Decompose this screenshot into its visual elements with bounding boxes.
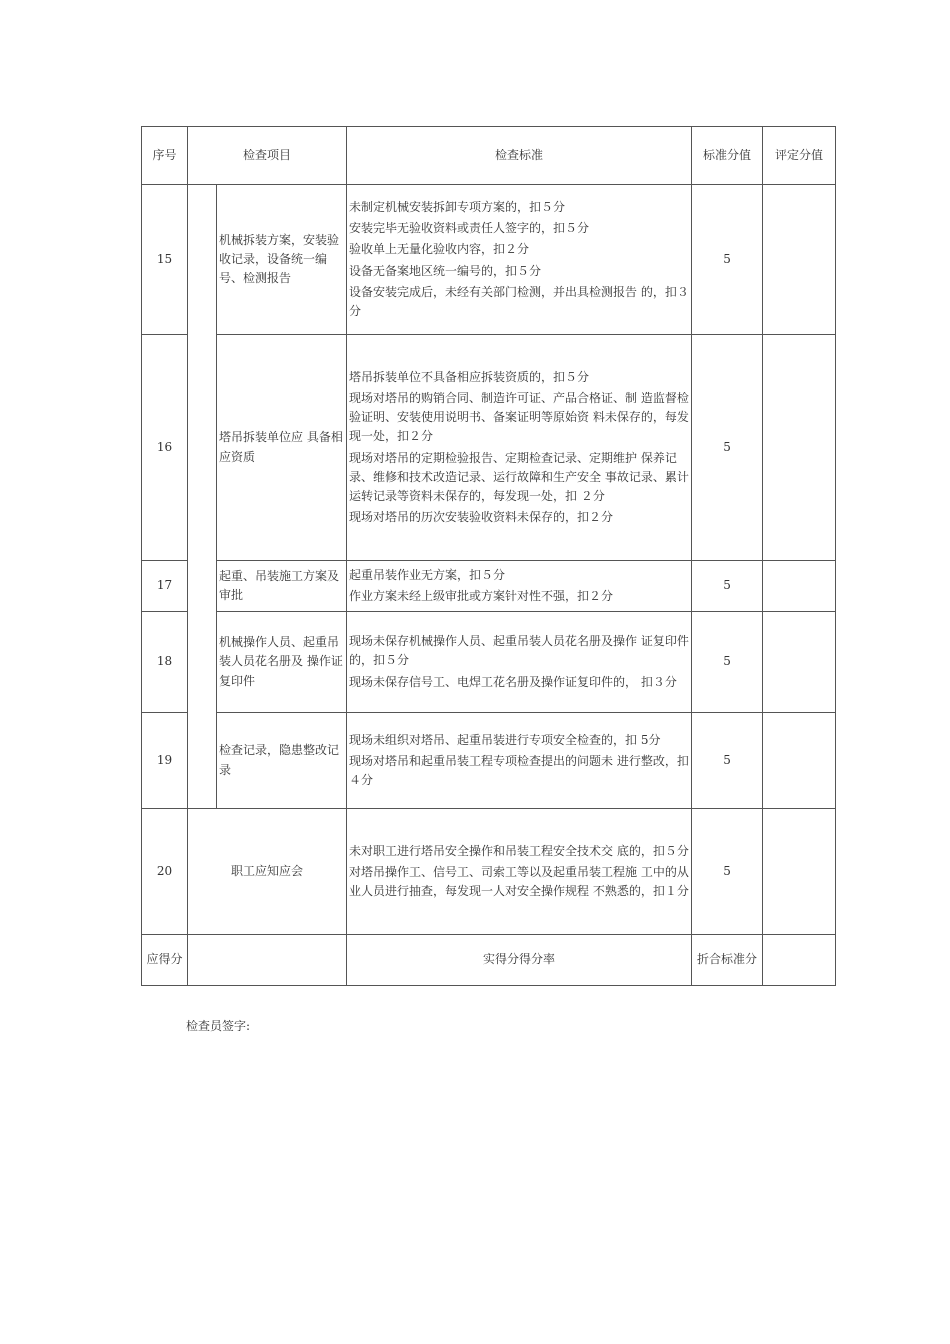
row-item: 职工应知应会 <box>188 809 347 935</box>
criterion: 设备无备案地区统一编号的，扣５分 <box>349 263 542 278</box>
row-eval-score[interactable] <box>763 612 836 713</box>
header-standard: 检查标准 <box>347 127 692 185</box>
row-item: 塔吊拆装单位应 具备相应资质 <box>217 335 347 561</box>
criterion: 起重吊装作业无方案，扣５分 <box>349 567 506 582</box>
row-seq: 20 <box>142 809 188 935</box>
criterion: 作业方案未经上级审批或方案针对性不强，扣２分 <box>349 589 614 603</box>
header-row <box>142 127 836 185</box>
row-criteria <box>347 335 692 561</box>
row-std-score: 5 <box>692 185 763 335</box>
summary-row <box>142 935 836 986</box>
table-row <box>142 713 836 809</box>
header-std-score: 标准分值 <box>692 127 763 185</box>
criterion: 现场未保存机械操作人员、起重吊装人员花名册及操作 证复印件的，扣５分 <box>349 634 689 668</box>
row-seq: 15 <box>142 185 188 335</box>
row-std-score: 5 <box>692 335 763 561</box>
criterion: 现场对塔吊的购销合同、制造许可证、产品合格证、制 造监督检验证明、安装使用说明书、备案证明等原始资 料未保存的，每发现一处，扣２分 <box>349 390 689 444</box>
table-row <box>142 612 836 713</box>
row-seq: 19 <box>142 713 188 809</box>
row-item: 机械拆装方案，安装验收记录，设备统一编号、检测报告 <box>217 185 347 335</box>
criterion: 现场对塔吊和起重吊装工程专项检查提出的问题未 进行整改，扣４分 <box>349 753 689 788</box>
row-eval-score[interactable] <box>763 713 836 809</box>
inspector-signature: 检查员签字: <box>186 1019 251 1033</box>
table-row <box>142 809 836 935</box>
criterion: 现场对塔吊的历次安装验收资料未保存的，扣２分 <box>349 510 614 525</box>
converted-score-label: 折合标准分 <box>692 935 763 986</box>
row-criteria <box>347 809 692 935</box>
should-score-label: 应得分 <box>142 935 188 986</box>
header-seq: 序号 <box>142 127 188 185</box>
inspection-table <box>141 126 836 986</box>
row-eval-score[interactable] <box>763 561 836 612</box>
row-item: 起重、吊装施工方案及审批 <box>217 561 347 612</box>
row-criteria <box>347 561 692 612</box>
row-criteria <box>347 612 692 713</box>
actual-score-label: 实得分得分率 <box>347 935 692 986</box>
row-std-score: 5 <box>692 612 763 713</box>
criterion: 塔吊拆装单位不具备相应拆装资质的，扣５分 <box>349 369 590 384</box>
row-criteria <box>347 713 692 809</box>
criterion: 现场未组织对塔吊、起重吊装进行专项安全检查的，扣 5分 <box>349 732 661 747</box>
item-group-spacer <box>188 185 217 809</box>
row-item: 检查记录，隐患整改记录 <box>217 713 347 809</box>
criterion: 安装完毕无验收资料或责任人签字的，扣５分 <box>349 221 590 236</box>
criterion: 未对职工进行塔吊安全操作和吊装工程安全技术交 底的，扣５分 <box>349 843 689 858</box>
row-item: 机械操作人员、起重吊装人员花名册及 操作证复印件 <box>217 612 347 713</box>
row-eval-score[interactable] <box>763 185 836 335</box>
criterion: 设备安装完成后，未经有关部门检测，并出具检测报告 的，扣３分 <box>349 284 689 318</box>
row-seq: 17 <box>142 561 188 612</box>
table-row <box>142 185 836 335</box>
header-item: 检查项目 <box>188 127 347 185</box>
table-row <box>142 561 836 612</box>
row-eval-score[interactable] <box>763 335 836 561</box>
criterion: 未制定机械安装拆卸专项方案的，扣５分 <box>349 199 566 214</box>
criterion: 对塔吊操作工、信号工、司索工等以及起重吊装工程施 工中的从业人员进行抽查，每发现一人对安全操作规程 不熟悉的，扣１分 <box>349 864 689 899</box>
header-eval-score: 评定分值 <box>763 127 836 185</box>
row-seq: 16 <box>142 335 188 561</box>
converted-score-value[interactable] <box>763 935 836 986</box>
criterion: 验收单上无量化验收内容，扣２分 <box>349 242 530 257</box>
row-seq: 18 <box>142 612 188 713</box>
row-criteria <box>347 185 692 335</box>
criterion: 现场未保存信号工、电焊工花名册及操作证复印件的， 扣３分 <box>349 674 677 689</box>
row-std-score: 5 <box>692 809 763 935</box>
row-std-score: 5 <box>692 713 763 809</box>
table-row <box>142 335 836 561</box>
should-score-value[interactable] <box>188 935 347 986</box>
criterion: 现场对塔吊的定期检验报告、定期检查记录、定期维护 保养记录、维修和技术改造记录、运行故障和生产安全 事故记录、累计运转记录等资料未保存的，每发现一处，扣 ２分 <box>349 450 689 503</box>
row-std-score: 5 <box>692 561 763 612</box>
row-eval-score[interactable] <box>763 809 836 935</box>
